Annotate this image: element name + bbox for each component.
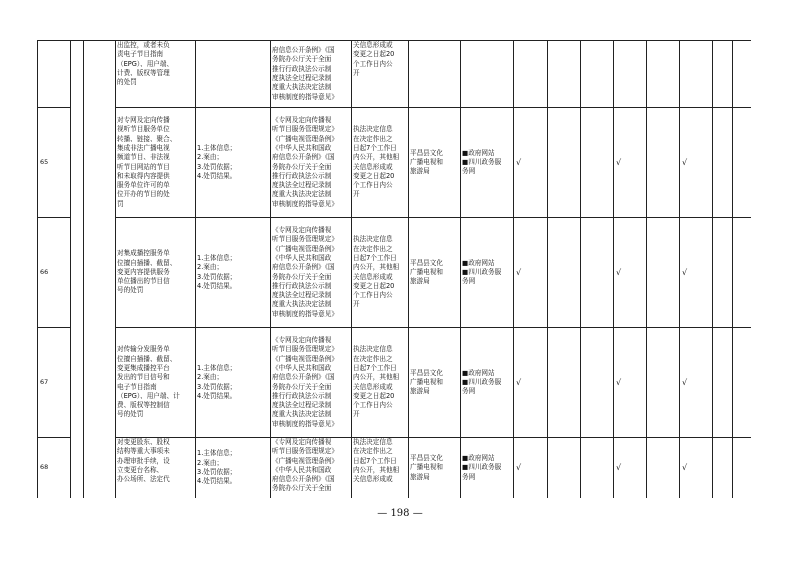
subject-cell: 平昌县文化 广播电视和 旅游局 bbox=[409, 218, 461, 328]
empty-cell bbox=[713, 438, 733, 499]
row-number bbox=[38, 41, 71, 108]
check-mark-b: √ bbox=[614, 438, 647, 499]
check-mark-c: √ bbox=[680, 328, 713, 438]
table-row bbox=[38, 41, 752, 108]
disclosure-table bbox=[37, 40, 751, 498]
basis-cell: 《专网及定向传播视 听节目服务管理规定》 《广播电视管理条例》 《中华人民共和国政 府信息公开条例》《国 务院办公厅关于全面 推行行政执法公示制 度执法全过程记录制 度重大执法决定法制 审核制度的指导意见》 bbox=[271, 218, 352, 328]
empty-cell bbox=[548, 41, 581, 108]
check-mark-a: √ bbox=[514, 438, 548, 499]
empty-cell bbox=[614, 41, 647, 108]
empty-cell bbox=[733, 108, 752, 218]
empty-cell bbox=[647, 438, 680, 499]
item-cell: 对变更股东、股权 结构等重大事项未 办理审批手续，设 立变更台名称、 办公场所、法定代 bbox=[116, 438, 196, 499]
empty-cell bbox=[733, 328, 752, 438]
empty-cell bbox=[647, 41, 680, 108]
empty-cell bbox=[733, 41, 752, 108]
check-mark-b: √ bbox=[614, 108, 647, 218]
table-row bbox=[38, 328, 752, 438]
basis-cell: 《专网及定向传播视 听节目服务管理规定》 《广播电视管理条例》 《中华人民共和国政 府信息公开条例》《国 务院办公厅关于全面 bbox=[271, 438, 352, 499]
check-mark-c: √ bbox=[680, 108, 713, 218]
check-mark-c: √ bbox=[680, 438, 713, 499]
check-mark-a: √ bbox=[514, 108, 548, 218]
channel-cell: ■政府网站 ■四川政务服 务网 bbox=[461, 438, 514, 499]
basis-cell: 《专网及定向传播视 听节目服务管理规定》 《广播电视管理条例》 《中华人民共和国政 府信息公开条例》《国 务院办公厅关于全面 推行行政执法公示制 度执法全过程记录制 度重大执法决定法制 审核制度的指导意见》 bbox=[271, 108, 352, 218]
time-cell: 执法决定信息 在决定作出之 日起7个工作日 内公开，其他相 关信息形成或 bbox=[352, 438, 409, 499]
channel-cell: ■政府网站 ■四川政务服 务网 bbox=[461, 218, 514, 328]
subject-cell: 平昌县文化 广播电视和 旅游局 bbox=[409, 328, 461, 438]
content-cell bbox=[196, 41, 271, 108]
empty-cell bbox=[581, 108, 614, 218]
basis-cell: 《专网及定向传播视 听节目服务管理规定》 《广播电视管理条例》 《中华人民共和国政 府信息公开条例》《国 务院办公厅关于全面 推行行政执法公示制 度执法全过程记录制 度重大执法决定法制 审核制度的指导意见》 bbox=[271, 328, 352, 438]
channel-cell: ■政府网站 ■四川政务服 务网 bbox=[461, 108, 514, 218]
time-cell: 执法决定信息 在决定作出之 日起7个工作日 内公开，其他相 关信息形成或 变更之日起20 个工作日内公 开 bbox=[352, 328, 409, 438]
item-cell: 对专网及定向传播 视听节目服务单位 转播、链接、聚合、 集成非法广播电视 频道节目、非法视 听节目网站的节目 和未取得内容提供 服务单位许可的单 位开办的节目的处 罚 bbox=[116, 108, 196, 218]
page-number: — 198 — bbox=[377, 508, 423, 519]
empty-cell bbox=[548, 108, 581, 218]
empty-cell bbox=[581, 218, 614, 328]
table-row bbox=[38, 218, 752, 328]
empty-cell bbox=[548, 328, 581, 438]
time-cell: 关信息形成或 变更之日起20 个工作日内公 开 bbox=[352, 41, 409, 108]
row-number: 68 bbox=[38, 438, 71, 499]
item-cell: 对集成播控服务单 位擅自插播、截留、 变更内容提供服务 单位播出的节目信 号的处罚 bbox=[116, 218, 196, 328]
merged-column-b bbox=[84, 41, 116, 499]
empty-cell bbox=[647, 218, 680, 328]
empty-cell bbox=[713, 41, 733, 108]
empty-cell bbox=[514, 41, 548, 108]
channel-cell bbox=[461, 41, 514, 108]
content-cell: 1.主体信息； 2.案由； 3.处罚依据； 4.处罚结果。 bbox=[196, 218, 271, 328]
empty-cell bbox=[581, 328, 614, 438]
empty-cell bbox=[733, 438, 752, 499]
row-number: 65 bbox=[38, 108, 71, 218]
subject-cell bbox=[409, 41, 461, 108]
basis-cell: 府信息公开条例》《国 务院办公厅关于全面 推行行政执法公示制 度执法全过程记录制 度重大执法决定法制 审核制度的指导意见》 bbox=[271, 41, 352, 108]
time-cell: 执法决定信息 在决定作出之 日起7个工作日 内公开，其他相 关信息形成或 变更之日起20 个工作日内公 开 bbox=[352, 218, 409, 328]
empty-cell bbox=[647, 328, 680, 438]
row-number: 66 bbox=[38, 218, 71, 328]
content-cell: 1.主体信息； 2.案由； 3.处罚依据； 4.处罚结果。 bbox=[196, 328, 271, 438]
empty-cell bbox=[713, 108, 733, 218]
check-mark-a: √ bbox=[514, 328, 548, 438]
merged-column-a bbox=[71, 41, 84, 499]
content-cell: 1.主体信息； 2.案由； 3.处罚依据； 4.处罚结果。 bbox=[196, 108, 271, 218]
empty-cell bbox=[581, 438, 614, 499]
empty-cell bbox=[713, 218, 733, 328]
table-row bbox=[38, 108, 752, 218]
check-mark-a: √ bbox=[514, 218, 548, 328]
empty-cell bbox=[548, 438, 581, 499]
check-mark-b: √ bbox=[614, 328, 647, 438]
time-cell: 执法决定信息 在决定作出之 日起7个工作日 内公开，其他相 关信息形成或 变更之日起20 个工作日内公 开 bbox=[352, 108, 409, 218]
document-sheet bbox=[37, 40, 751, 498]
empty-cell bbox=[581, 41, 614, 108]
subject-cell: 平昌县文化 广播电视和 旅游局 bbox=[409, 438, 461, 499]
empty-cell bbox=[713, 328, 733, 438]
channel-cell: ■政府网站 ■四川政务服 务网 bbox=[461, 328, 514, 438]
row-number: 67 bbox=[38, 328, 71, 438]
item-cell: 出监控，或者未负 责电子节目指南 （EPG）、用户端、 计费、版权等管理 的处罚 bbox=[116, 41, 196, 108]
empty-cell bbox=[647, 108, 680, 218]
table-row bbox=[38, 438, 752, 499]
empty-cell bbox=[733, 218, 752, 328]
subject-cell: 平昌县文化 广播电视和 旅游局 bbox=[409, 108, 461, 218]
check-mark-c: √ bbox=[680, 218, 713, 328]
content-cell: 1.主体信息； 2.案由； 3.处罚依据； 4.处罚结果。 bbox=[196, 438, 271, 499]
item-cell: 对传输分发服务单 位擅自插播、截留、 变更集成播控平台 发出的节目信号和 电子节目指南 （EPG）、用户端、计 费、版权等控制信 号的处罚 bbox=[116, 328, 196, 438]
empty-cell bbox=[548, 218, 581, 328]
check-mark-b: √ bbox=[614, 218, 647, 328]
empty-cell bbox=[680, 41, 713, 108]
